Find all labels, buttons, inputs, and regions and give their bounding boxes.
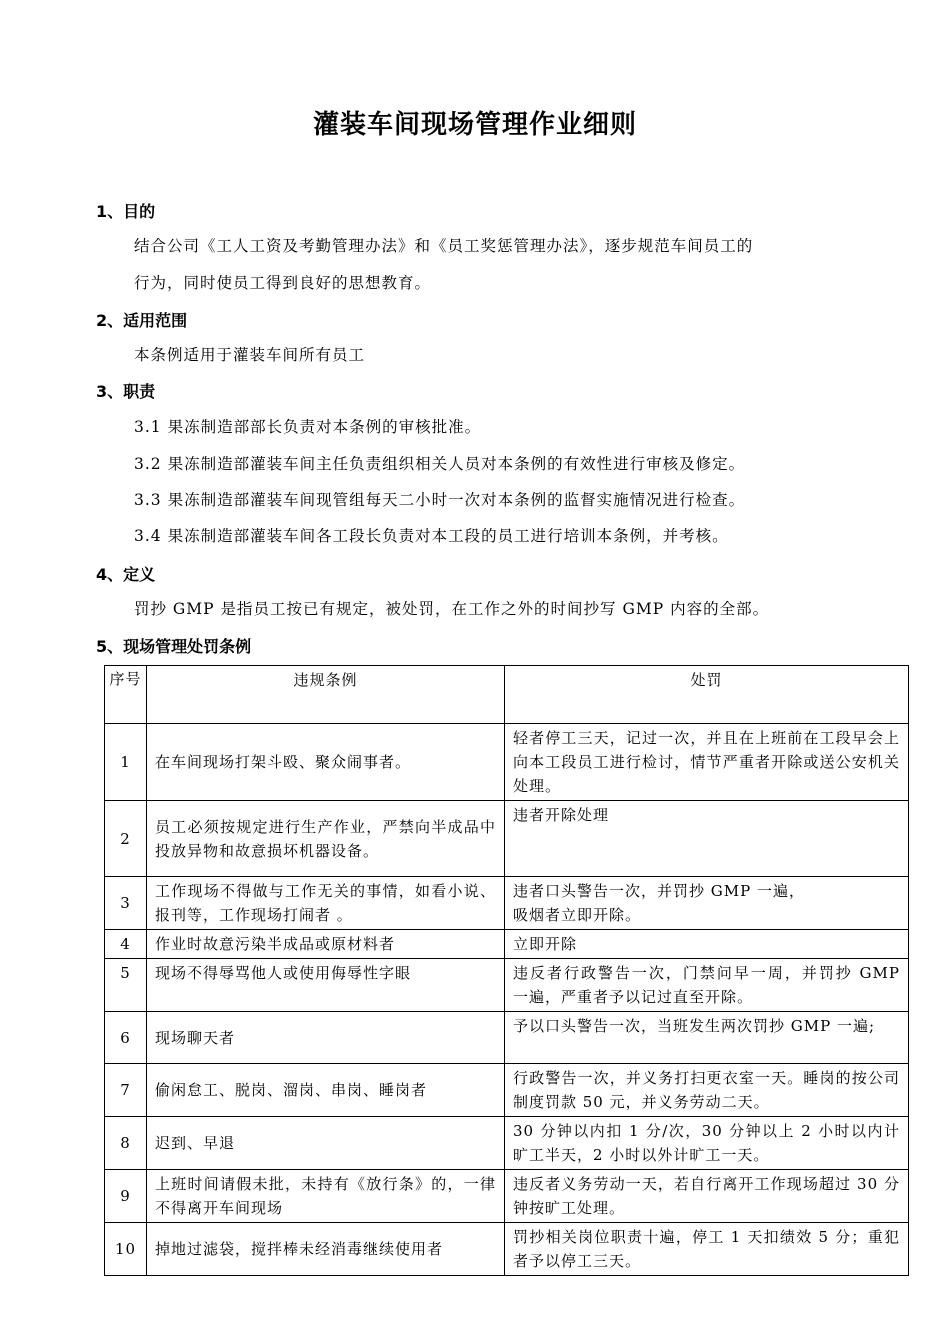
row-rule: 作业时故意污染半成品或原材料者 [147, 930, 505, 959]
table-row [105, 959, 909, 1012]
table-row [105, 930, 909, 959]
row-no: 3 [105, 877, 147, 930]
section-3-heading: 3、职责 [96, 382, 156, 401]
section-4-heading: 4、定义 [96, 565, 156, 584]
section-2-text: 本条例适用于灌装车间所有员工 [134, 346, 366, 364]
table-row [105, 1223, 909, 1276]
row-penalty: 违反者行政警告一次，门禁问早一周，并罚抄 GMP 一遍，严重者予以记过直至开除。 [505, 959, 909, 1012]
table-row [105, 1064, 909, 1117]
row-penalty: 行政警告一次，并义务打扫更衣室一天。睡岗的按公司制度罚款 50 元，并义务劳动二天。 [505, 1064, 909, 1117]
section-3-item: 3.3 果冻制造部灌装车间现管组每天二小时一次对本条例的监督实施情况进行检查。 [134, 491, 746, 509]
row-no: 7 [105, 1064, 147, 1117]
row-rule: 工作现场不得做与工作无关的事情，如看小说、报刊等，工作现场打闹者 。 [147, 877, 505, 930]
row-rule: 上班时间请假未批，未持有《放行条》的，一律不得离开车间现场 [147, 1170, 505, 1223]
section-1-heading: 1、目的 [96, 202, 156, 221]
table-row [105, 877, 909, 930]
header-penalty: 处罚 [505, 666, 909, 724]
row-rule: 偷闲怠工、脱岗、溜岗、串岗、睡岗者 [147, 1064, 505, 1117]
row-no: 10 [105, 1223, 147, 1276]
row-penalty: 30 分钟以内扣 1 分/次，30 分钟以上 2 小时以内计旷工半天，2 小时以外计旷工一天。 [505, 1117, 909, 1170]
row-penalty: 违者口头警告一次，并罚抄 GMP 一遍， 吸烟者立即开除。 [505, 877, 909, 930]
section-3-item: 3.2 果冻制造部灌装车间主任负责组织相关人员对本条例的有效性进行审核及修定。 [134, 455, 746, 473]
row-rule: 现场聊天者 [147, 1012, 505, 1064]
row-rule: 现场不得辱骂他人或使用侮辱性字眼 [147, 959, 505, 1012]
row-penalty: 予以口头警告一次，当班发生两次罚抄 GMP 一遍; [505, 1012, 909, 1064]
penalty-table [104, 665, 909, 1276]
header-no: 序号 [105, 666, 147, 724]
section-1-text-line2: 行为，同时使员工得到良好的思想教育。 [134, 274, 432, 292]
section-2-heading: 2、适用范围 [96, 311, 188, 330]
row-penalty: 罚抄相关岗位职责十遍，停工 1 天扣绩效 5 分；重犯者予以停工三天。 [505, 1223, 909, 1276]
row-rule: 在车间现场打架斗殴、聚众闹事者。 [147, 724, 505, 801]
table-row [105, 1117, 909, 1170]
row-no: 4 [105, 930, 147, 959]
table-header-row [105, 666, 909, 724]
section-3-item: 3.1 果冻制造部部长负责对本条例的审核批准。 [134, 418, 482, 436]
table-row [105, 801, 909, 877]
row-no: 5 [105, 959, 147, 1012]
row-penalty: 违反者义务劳动一天，若自行离开工作现场超过 30 分钟按旷工处理。 [505, 1170, 909, 1223]
row-no: 1 [105, 724, 147, 801]
row-rule: 迟到、早退 [147, 1117, 505, 1170]
section-3-item: 3.4 果冻制造部灌装车间各工段长负责对本工段的员工进行培训本条例，并考核。 [134, 527, 729, 545]
row-rule: 掉地过滤袋，搅拌棒未经消毒继续使用者 [147, 1223, 505, 1276]
table-row [105, 724, 909, 801]
row-penalty: 立即开除 [505, 930, 909, 959]
row-no: 9 [105, 1170, 147, 1223]
section-1-text-line1: 结合公司《工人工资及考勤管理办法》和《员工奖惩管理办法》，逐步规范车间员工的 [134, 237, 754, 255]
row-no: 6 [105, 1012, 147, 1064]
row-no: 2 [105, 801, 147, 877]
document-title: 灌装车间现场管理作业细则 [312, 110, 637, 140]
table-row [105, 1170, 909, 1223]
table-row [105, 1012, 909, 1064]
row-penalty: 轻者停工三天，记过一次，并且在上班前在工段早会上向本工段员工进行检讨，情节严重者开除或送公安机关处理。 [505, 724, 909, 801]
row-rule: 员工必须按规定进行生产作业，严禁向半成品中投放异物和故意损坏机器设备。 [147, 801, 505, 877]
header-rule: 违规条例 [147, 666, 505, 724]
row-penalty: 违者开除处理 [505, 801, 909, 877]
row-no: 8 [105, 1117, 147, 1170]
section-5-heading: 5、现场管理处罚条例 [96, 637, 252, 656]
section-4-text: 罚抄 GMP 是指员工按已有规定，被处罚，在工作之外的时间抄写 GMP 内容的全部。 [134, 600, 770, 618]
